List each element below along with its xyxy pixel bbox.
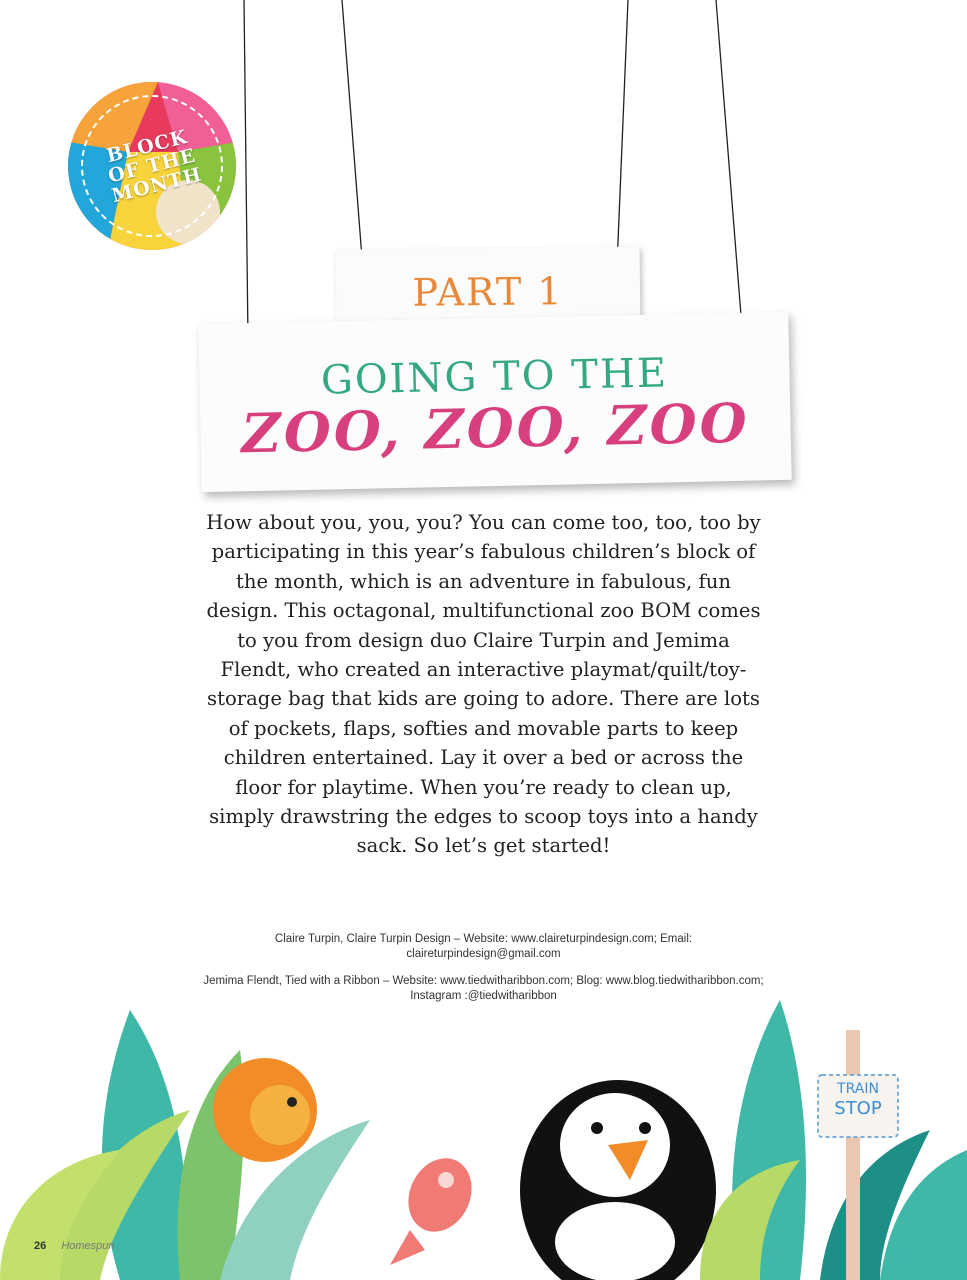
title-line-2: ZOO, ZOO, ZOO bbox=[240, 390, 751, 466]
intro-paragraph: How about you, you, you? You can come too, too, too by participating in this year’s fabulous children’s block of the month, which is an adventure in fabulous, fun design. This octagonal, multifunctional zoo BOM comes to you from design duo Claire Turpin and Jemima Flendt, who created an interactive playmat/quilt/toy-storage bag that kids are going to adore. There are lots of pockets, flaps, softies and movable parts to keep children entertained. Lay it over a bed or across the floor for playtime. When you’re ready to clean up, simply drawstring the edges to scoop toys into a handy sack. So let’s get started! bbox=[206, 511, 761, 858]
train-sign-line-1: TRAIN bbox=[837, 1081, 879, 1097]
part-title: PART 1 bbox=[412, 269, 564, 315]
right-leaves bbox=[700, 1000, 967, 1280]
title-sign bbox=[198, 312, 791, 492]
zoo-illustration bbox=[0, 980, 967, 1280]
train-sign-label bbox=[818, 1080, 898, 1120]
page-footer bbox=[34, 1240, 115, 1252]
fish-softie bbox=[390, 1148, 483, 1265]
train-sign-line-2: STOP bbox=[834, 1098, 882, 1119]
badge-label: BLOCK OF THE MONTH bbox=[104, 125, 205, 208]
lion-softie bbox=[213, 1058, 317, 1162]
title-line-1: GOING TO THE bbox=[320, 350, 669, 404]
page-number: 26 bbox=[34, 1240, 47, 1252]
credit-claire: Claire Turpin, Claire Turpin Design – Website: www.claireturpindesign.com; Email: claireturpindesign@gmail.com bbox=[274, 933, 693, 960]
credit-jemima: Jemima Flendt, Tied with a Ribbon – Website: www.tiedwitharibbon.com; Blog: www.blog.tiedwitharibbon.com; Instagram :@tiedwitharibbon bbox=[203, 975, 764, 1002]
magazine-name: Homespun bbox=[61, 1240, 115, 1252]
penguin-softie bbox=[520, 1080, 716, 1280]
